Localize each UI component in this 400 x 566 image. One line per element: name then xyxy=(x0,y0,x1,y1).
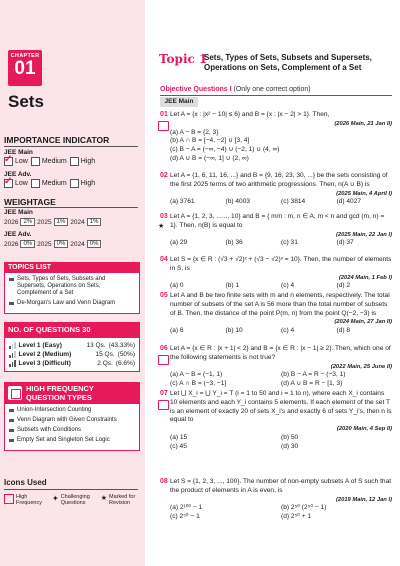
options xyxy=(170,327,392,336)
legend-item: ✦ Challenging Questions xyxy=(52,494,90,506)
high-frequency-icon xyxy=(4,494,14,504)
question-number: 07 xyxy=(160,390,168,397)
option: (c) 4 xyxy=(281,327,295,335)
option: (a) A − B = (−1, 1) xyxy=(170,371,223,379)
question-number: 05 xyxy=(160,292,168,299)
level-option: Medium xyxy=(31,157,67,166)
question-text: Let A = {x : |x² − 10| ≤ 6} and B = {x : |x − 2| > 1}. Then, xyxy=(170,111,330,118)
options xyxy=(170,239,392,248)
option: (d) 4027 xyxy=(336,198,362,206)
objective-heading: Objective Questions I (Only one correct option) xyxy=(160,86,311,93)
table-row: Level 3 (Difficult) 2 Qs. (6.6%) xyxy=(9,360,135,367)
option: (d) 2⁵⁰ + 1 xyxy=(281,513,312,521)
exam-tag: JEE Main xyxy=(160,97,198,107)
option: (b) 50 xyxy=(281,433,299,441)
topics-list xyxy=(4,273,140,314)
checkbox-icon xyxy=(70,179,79,188)
chapter-label: CHAPTER xyxy=(10,53,40,59)
challenging-star-icon: ✦ xyxy=(52,494,59,503)
divider xyxy=(160,95,392,96)
question-text: Let A = {1, 6, 11, 16, ...} and B = {9, 16, 23, 30, ...} be the sets consisting of the first 2025 terms of two arithmetic progressions. Then, n(A ∪ B) is xyxy=(170,172,388,188)
checkbox-icon xyxy=(70,157,79,166)
options xyxy=(170,198,392,207)
option: (c) B − A = (−∞, −4) ∪ (−2, 1) ∪ (4, ∞) xyxy=(170,146,280,154)
list-item: Venn Diagram with Given Constraints xyxy=(9,417,135,424)
list-item: Sets, Types of Sets, Subsets and Supersets, Operations on Sets, Complement of a Set xyxy=(9,276,135,297)
option: (c) 45 xyxy=(170,442,187,450)
importance-jee-main-label: JEE Main xyxy=(4,149,33,156)
num-questions-table xyxy=(4,337,140,372)
question-source: (2020 Main, 4 Sep II) xyxy=(336,426,392,433)
level-option: ✓ Low xyxy=(4,157,28,166)
question xyxy=(160,478,392,522)
bullet-icon xyxy=(9,278,14,281)
topics-list-heading: TOPICS LIST xyxy=(4,262,140,273)
high-frequency-icon xyxy=(8,386,22,400)
signal-bars-icon xyxy=(9,360,16,367)
table-row: Level 2 (Medium) 15 Qs. (50%) xyxy=(9,351,135,358)
option: (d) 8 xyxy=(336,327,351,335)
weightage-jee-adv-row: 2026 0% 2025 0% 2024 0% xyxy=(4,240,101,248)
options xyxy=(170,504,392,522)
option: (b) B − A = R − (−3, 1) xyxy=(281,371,346,379)
option: (a) 29 xyxy=(170,239,188,247)
option: (c) 4 xyxy=(281,282,295,290)
importance-jee-adv-levels xyxy=(4,179,95,188)
divider xyxy=(4,489,138,490)
question-number: 01 xyxy=(160,111,168,118)
bullet-icon xyxy=(9,419,14,422)
question-number: 04 xyxy=(160,256,168,263)
num-questions-heading: NO. OF QUESTIONS 30 xyxy=(4,322,140,337)
question-text: Let A = {1, 2, 3, ......, 10} and B = { m/n : m, n ∈ A, m < n and gcd (m, n) = 1}. Then, n(B) is equal to xyxy=(170,213,385,229)
option: (a) 3761 xyxy=(170,198,195,206)
option: (c) 3814 xyxy=(281,198,306,206)
table-row: Level 1 (Easy) 13 Qs. (43.33%) xyxy=(9,342,135,349)
option: (b) 10 xyxy=(225,327,243,335)
question xyxy=(160,345,392,389)
options xyxy=(170,434,392,452)
options xyxy=(170,371,392,389)
bullet-icon xyxy=(9,302,14,305)
weightage-jee-adv-label: JEE Adv. xyxy=(4,231,32,238)
revision-star-icon: ★ xyxy=(158,223,165,230)
question-number: 06 xyxy=(160,345,168,352)
high-frequency-list xyxy=(4,404,140,451)
topic-tag: Topic 1 xyxy=(159,52,208,66)
question xyxy=(160,390,392,452)
options xyxy=(170,282,392,291)
high-frequency-icon xyxy=(158,355,169,365)
high-frequency-icon xyxy=(158,121,169,131)
list-item: Empty Set and Singleton Set Logic xyxy=(9,437,135,444)
icons-used-heading: Icons Used xyxy=(4,478,47,487)
option: (a) 15 xyxy=(170,433,188,441)
legend-item: ★ Marked for Revision xyxy=(100,494,136,506)
bullet-icon xyxy=(9,429,14,432)
list-item: Union-Intersection Counting xyxy=(9,407,135,414)
option: (a) 0 xyxy=(170,282,184,290)
chapter-number: 01 xyxy=(14,58,36,79)
signal-bars-icon xyxy=(9,351,16,358)
question-source: (2025 Main, 22 Jan I) xyxy=(335,231,392,238)
question xyxy=(160,256,392,291)
weightage-heading: WEIGHTAGE xyxy=(4,197,56,207)
weightage-jee-main-row: 2026 2% 2025 1% 2024 1% xyxy=(4,218,101,226)
option: (b) A ∩ B = [−4, −2] ∪ [3, 4] xyxy=(170,137,250,145)
weightage-jee-main-label: JEE Main xyxy=(4,209,33,216)
checkbox-checked-icon xyxy=(4,179,13,188)
legend-item: High Frequency xyxy=(4,494,48,506)
option: (d) A ∪ B = R − [1, 3) xyxy=(281,380,343,388)
level-option: High xyxy=(70,157,95,166)
option: (d) 2 xyxy=(336,282,351,290)
signal-bars-icon xyxy=(9,342,16,349)
level-option: Medium xyxy=(31,179,67,188)
icons-legend xyxy=(4,494,141,506)
question-number: 03 xyxy=(160,213,168,220)
question-text: Let ⋃ X_i = ⋃ Y_i = T (i = 1 to 50 and i = 1 to n), where each X_i contains 10 elements and each Y_i contains 5 elements. If each element of the set T is an element of exactly 20 of sets X_i's and exactly 6 of sets Y_i's, then n is equal to xyxy=(170,390,392,424)
bullet-icon xyxy=(9,409,14,412)
topic-title: Sets, Types of Sets, Subsets and Supersets, Operations on Sets, Complement of a Set xyxy=(204,53,372,72)
divider xyxy=(4,207,138,208)
option: (a) A − B = {2, 3} xyxy=(170,128,219,136)
option: (d) 30 xyxy=(281,442,299,450)
question xyxy=(160,172,392,207)
level-option: High xyxy=(70,179,95,188)
option: (c) A ∩ B = (−3, −1] xyxy=(170,380,227,388)
question xyxy=(160,213,392,248)
option: (b) 4003 xyxy=(225,198,251,206)
importance-jee-main-levels xyxy=(4,157,95,166)
list-item: Subsets with Conditions xyxy=(9,427,135,434)
option: (d) A ∪ B = (−∞, 1] ∪ (2, ∞) xyxy=(170,154,249,162)
divider xyxy=(4,146,138,147)
option: (b) 2⁵⁰ (2⁵⁰ − 1) xyxy=(281,504,327,512)
option: (c) 31 xyxy=(281,239,298,247)
chapter-title: Sets xyxy=(8,92,44,111)
option: (c) 2⁵⁰ − 1 xyxy=(170,513,200,521)
importance-heading: IMPORTANCE INDICATOR xyxy=(4,135,110,145)
question xyxy=(160,111,392,164)
options xyxy=(170,129,392,164)
question-source: (2025 Main, 4 April I) xyxy=(336,190,392,197)
chapter-sidebar xyxy=(0,0,145,566)
question-number: 02 xyxy=(160,172,168,179)
question-source: (2022 Main, 25 June II) xyxy=(330,363,392,370)
high-frequency-heading: HIGH FREQUENCY QUESTION TYPES xyxy=(4,382,140,404)
revision-star-icon: ★ xyxy=(100,495,107,502)
question-text: Let S = {1, 2, 3, ..., 100}. The number of non-empty subsets A of S such that the product of elements in A is even, is xyxy=(170,478,392,494)
checkbox-icon xyxy=(31,157,40,166)
option: (b) 1 xyxy=(225,282,240,290)
level-option: ✓ Low xyxy=(4,179,28,188)
chapter-badge xyxy=(8,50,42,86)
option: (a) 6 xyxy=(170,327,184,335)
question-text: Let S = {x ∈ R : (√3 + √2)ˣ + (√3 − √2)ˣ = 10}. Then, the number of elements in S, is xyxy=(170,256,392,272)
question-number: 08 xyxy=(160,478,168,485)
option: (a) 2¹⁰⁰ − 1 xyxy=(170,504,203,512)
question-source: (2024 Main, 27 Jan II) xyxy=(334,319,392,326)
high-frequency-icon xyxy=(158,400,169,410)
question-source: (2026 Main, 21 Jan II) xyxy=(334,120,392,127)
list-item: De-Morgan's Law and Venn Diagram xyxy=(9,300,135,307)
question xyxy=(160,292,392,336)
bullet-icon xyxy=(9,439,14,442)
question-text: Let A and B be two finite sets with m and n elements, respectively. The total number of subsets of the set A is 56 more than the total number of subsets of B. Then, the distance of the point P(m, n) from the point Q(−2, −3) is xyxy=(170,292,390,317)
option: (b) 36 xyxy=(225,239,243,247)
question-source: (2019 Main, 12 Jan I) xyxy=(335,496,392,503)
checkbox-icon xyxy=(31,179,40,188)
question-source: (2024 Main, 1 Feb I) xyxy=(338,274,392,281)
checkbox-checked-icon xyxy=(4,157,13,166)
importance-jee-adv-label: JEE Adv. xyxy=(4,171,32,178)
question-text: Let A = {x ∈ R : |x + 1| < 2} and B = {x ∈ R : |x − 1| ≥ 2}. Then, which one of the following statements is not true? xyxy=(170,345,391,361)
option: (d) 37 xyxy=(336,239,354,247)
